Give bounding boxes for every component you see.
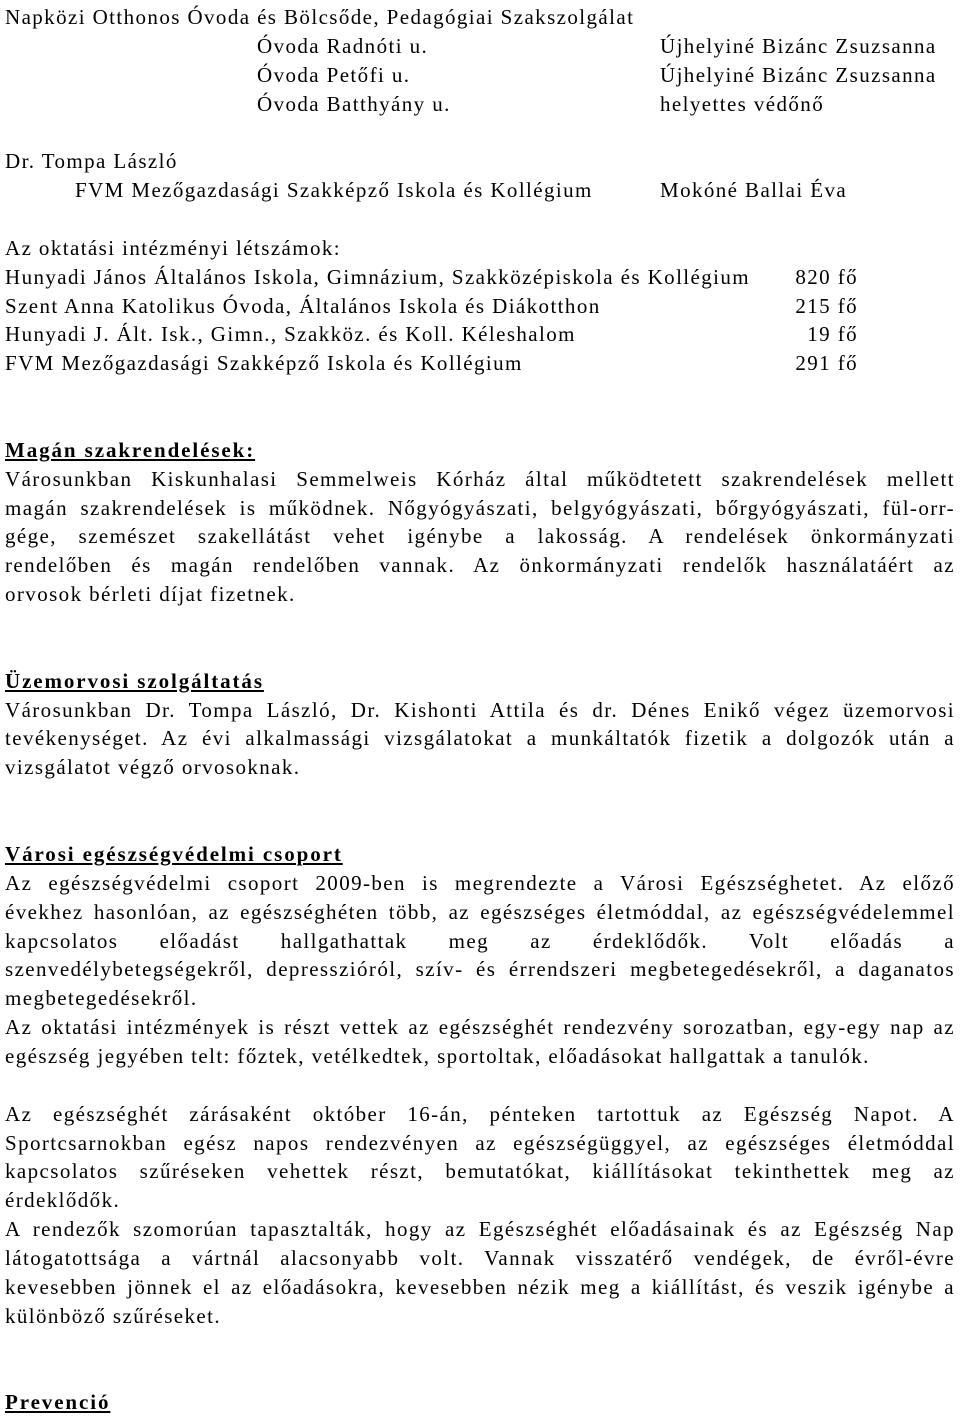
enrollment-row — [0, 320, 960, 349]
school-contact: Mokóné Ballai Éva — [660, 178, 848, 203]
paragraph-line: Az egészségvédelmi csoport 2009-ben is megrendezte a Városi Egészséghetet. Az előző — [5, 870, 955, 895]
section-heading: Prevenció — [5, 1390, 111, 1415]
doctor-row — [0, 147, 960, 176]
enrollment-row — [0, 292, 960, 321]
unit-contact: Újhelyiné Bizánc Zsuzsanna — [660, 62, 937, 87]
doctor-name: Dr. Tompa László — [5, 149, 178, 174]
unit-name: Óvoda Batthyány u. — [257, 91, 451, 116]
unit-row — [0, 32, 960, 61]
paragraph-line: kevesebben jönnek el az előadásokra, kevesebben nézik meg a kiállítást, és veszik igénybe a — [5, 1274, 955, 1299]
paragraph-line: látogatottsága a vártnál alacsonyabb volt. Vannak visszatérő vendégek, de évről-évre — [5, 1245, 955, 1270]
enrollment-title-row — [0, 234, 960, 263]
paragraph — [0, 869, 960, 1013]
paragraph-line: érdeklődők. — [5, 1188, 121, 1213]
institution-name: Napközi Otthonos Óvoda és Bölcsőde, Pedagógiai Szakszolgálat — [5, 5, 635, 29]
enrollment-row — [0, 349, 960, 378]
unit-name: Óvoda Radnóti u. — [257, 33, 429, 58]
paragraph — [0, 1100, 960, 1215]
enrollment-institution: FVM Mezőgazdasági Szakképző Iskola és Kollégium — [5, 351, 523, 376]
enrollment-title: Az oktatási intézményi létszámok: — [5, 235, 342, 260]
unit-contact: helyettes védőnő — [660, 91, 825, 116]
paragraph-line: egészség jegyében telt: főztek, vetélkedtek, sportoltak, előadásokat hallgattak a tanulók. — [5, 1043, 870, 1068]
unit-row — [0, 90, 960, 119]
enrollment-count: 19 fő — [807, 322, 858, 347]
paragraph — [0, 1215, 960, 1330]
paragraph-line: Az egészséghét zárásaként október 16-án, pénteken tartottuk az Egészség Napot. A — [5, 1101, 955, 1126]
section-heading: Városi egészségvédelmi csoport — [5, 841, 343, 866]
paragraph — [0, 696, 960, 783]
institution-row — [0, 3, 960, 32]
paragraph — [0, 1013, 960, 1071]
paragraph-line: A rendezők szomorúan tapasztalták, hogy az Egészséghét előadásainak és az Egészség Nap — [5, 1217, 955, 1242]
unit-contact: Újhelyiné Bizánc Zsuzsanna — [660, 33, 937, 58]
enrollment-count: 291 fő — [795, 351, 858, 376]
paragraph-line: Városunkban Dr. Tompa László, Dr. Kishonti Attila és dr. Dénes Enikő végez üzemorvosi — [5, 697, 955, 722]
paragraph-line: tevékenységet. Az évi alkalmassági vizsgálatokat a munkáltatók fizetik a dolgozók után a — [5, 726, 955, 751]
enrollment-institution: Szent Anna Katolikus Óvoda, Általános Iskola és Diákotthon — [5, 293, 601, 318]
paragraph-line: gége, szemészet szakellátást vehet igénybe a lakosság. A rendelések önkormányzati — [5, 524, 955, 549]
enrollment-count: 820 fő — [795, 264, 858, 289]
unit-name: Óvoda Petőfi u. — [257, 62, 411, 87]
enrollment-count: 215 fő — [795, 293, 858, 318]
paragraph-line: rendelőben és magán rendelőben vannak. Az önkormányzati rendelők használatáért az — [5, 553, 955, 578]
paragraph-line: Városunkban Kiskunhalasi Semmelweis Kórház által működtetett szakrendelések mellett — [5, 466, 955, 491]
paragraph-line: szenvedélybetegségekről, depresszióról, szív- és érrendszeri megbetegedésekről, a daganatos — [5, 957, 955, 982]
paragraph-line: orvosok bérleti díjat fizetnek. — [5, 582, 296, 607]
paragraph — [0, 465, 960, 609]
school-row — [0, 176, 960, 205]
enrollment-row — [0, 263, 960, 292]
enrollment-institution: Hunyadi János Általános Iskola, Gimnázium, Szakközépiskola és Kollégium — [5, 264, 751, 289]
school-name: FVM Mezőgazdasági Szakképző Iskola és Kollégium — [75, 178, 593, 203]
paragraph-line: Sportcsarnokban egész napos rendezvényen az egészségüggyel, az egészséges életmóddal — [5, 1130, 955, 1155]
paragraph-line: kapcsolatos szűréseken vehettek részt, bemutatókat, kiállításokat tekinthettek meg az — [5, 1159, 955, 1184]
paragraph-line: kapcsolatos előadást hallgathattak meg az érdeklődők. Volt előadás a — [5, 928, 955, 953]
enrollment-institution: Hunyadi J. Ált. Isk., Gimn., Szakköz. és Koll. Kéleshalom — [5, 322, 576, 347]
section-heading: Magán szakrendelések: — [5, 437, 256, 462]
section-heading: Üzemorvosi szolgáltatás — [5, 668, 264, 693]
paragraph-line: évekhez hasonlóan, az egészséghéten több, az egészséges életmóddal, az egészségvédelemmel — [5, 899, 955, 924]
paragraph-line: megbetegedésekről. — [5, 986, 198, 1011]
paragraph-line: különböző szűréseket. — [5, 1303, 222, 1328]
paragraph-line: magán szakrendelések is működnek. Nőgyógyászati, belgyógyászati, bőrgyógyászati, fül-orr- — [5, 495, 955, 520]
paragraph-line: Az oktatási intézmények is részt vettek az egészséghét rendezvény sorozatban, egy-egy nap az — [5, 1015, 955, 1040]
paragraph-line: vizsgálatot végző orvosoknak. — [5, 755, 301, 780]
unit-row — [0, 61, 960, 90]
